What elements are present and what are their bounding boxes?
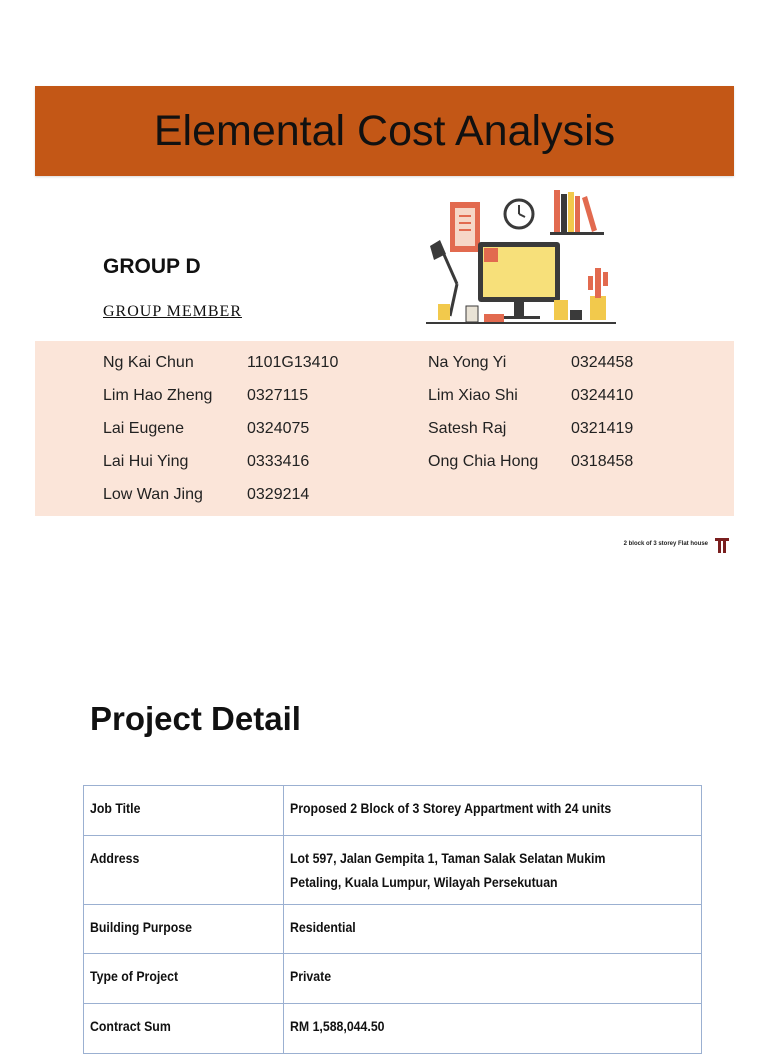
- member-name: Lim Xiao Shi: [428, 387, 518, 404]
- member-id: 0318458: [571, 453, 634, 470]
- member-id: 1101G13410: [247, 354, 339, 371]
- group-name: GROUP D: [103, 255, 201, 278]
- table-row: [84, 836, 702, 905]
- table-row: [84, 786, 702, 836]
- section-title: Project Detail: [90, 700, 301, 737]
- table-row: [84, 1004, 702, 1054]
- member-id: 0327115: [247, 387, 309, 404]
- row-label: Type of Project: [84, 954, 284, 1004]
- row-value: Lot 597, Jalan Gempita 1, Taman Salak Selatan Mukim Petaling, Kuala Lumpur, Wilayah Persekutuan: [284, 836, 702, 905]
- member-id: 0321419: [571, 420, 634, 437]
- group-member-heading: GROUP MEMBER: [103, 303, 242, 320]
- member-name: Ng Kai Chun: [103, 354, 194, 371]
- member-id: 0333416: [247, 453, 310, 470]
- member-id: 0324458: [571, 354, 634, 371]
- row-value: Proposed 2 Block of 3 Storey Appartment with 24 units: [284, 786, 702, 836]
- member-name: Lim Hao Zheng: [103, 387, 213, 404]
- footer-note: 2 block of 3 storey Flat house: [623, 541, 708, 547]
- row-label: Address: [84, 836, 284, 905]
- member-name: Na Yong Yi: [428, 354, 507, 371]
- member-name: Low Wan Jing: [103, 486, 203, 503]
- project-detail-table: [83, 785, 702, 1054]
- row-value: RM 1,588,044.50: [284, 1004, 702, 1054]
- member-id: 0324075: [247, 420, 310, 437]
- row-label: Job Title: [84, 786, 284, 836]
- member-name: Ong Chia Hong: [428, 453, 539, 470]
- row-value: Private: [284, 954, 702, 1004]
- member-name: Satesh Raj: [428, 420, 507, 437]
- office-desk-illustration: [412, 176, 628, 332]
- member-id: 0329214: [247, 486, 310, 503]
- page-title: Elemental Cost Analysis: [153, 106, 616, 155]
- table-row: [84, 954, 702, 1004]
- university-logo-icon: [715, 538, 729, 553]
- row-label: Contract Sum: [84, 1004, 284, 1054]
- member-name: Lai Hui Ying: [103, 453, 189, 470]
- row-value: Residential: [284, 905, 702, 954]
- row-label: Building Purpose: [84, 905, 284, 954]
- member-id: 0324410: [571, 387, 634, 404]
- table-row: [84, 905, 702, 954]
- title-banner: [35, 86, 734, 176]
- member-name: Lai Eugene: [103, 420, 184, 437]
